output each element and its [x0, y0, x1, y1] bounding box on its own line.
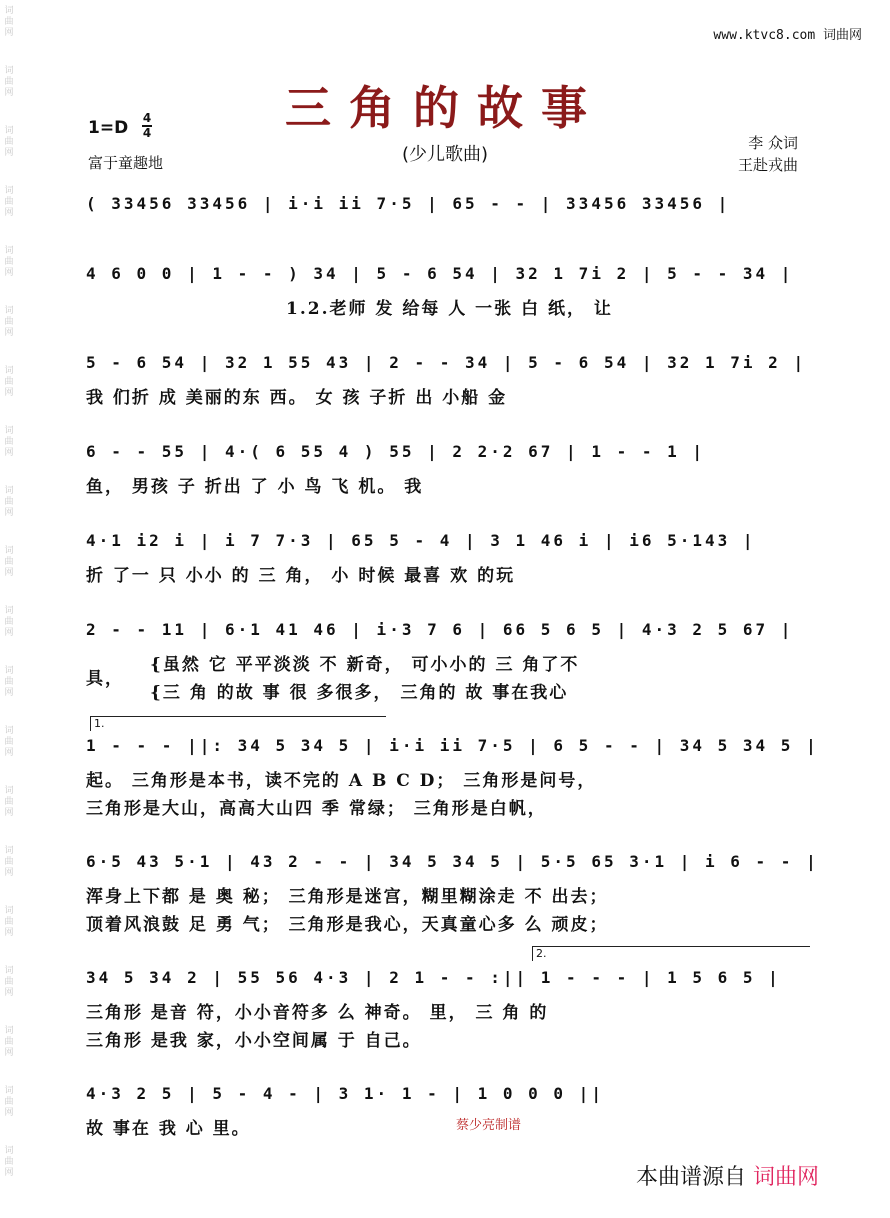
time-top: 4 [142, 111, 152, 125]
notation-row-3: 5 - 6 54 | 32 1 55 43 | 2 - - 34 | 5 - 6 54 | 32 1 7i 2 | [86, 353, 807, 372]
song-subtitle: (少儿歌曲) [401, 144, 489, 165]
site-url[interactable]: www.ktvc8.com 词曲网 [713, 28, 862, 43]
watermark-mark: 词 曲 网 [4, 66, 14, 98]
watermark-mark: 词 曲 网 [4, 786, 14, 818]
notation-row-2: 4 6 0 0 | 1 - - ) 34 | 5 - 6 54 | 32 1 7i 2 | 5 - - 34 | [86, 264, 794, 283]
composer-credit: 王赴戎曲 [737, 156, 798, 174]
watermark-mark: 词 曲 网 [4, 906, 14, 938]
watermark-mark: 词 曲 网 [4, 606, 14, 638]
song-title: 三角的故事 [285, 81, 605, 135]
lyricist-credit: 李 众词 [748, 134, 798, 152]
tempo-mood: 富于童趣地 [88, 154, 164, 172]
score-maker: 蔡少亮制谱 [456, 1118, 522, 1133]
watermark-mark: 词 曲 网 [4, 966, 14, 998]
lyrics-row-6a: {虽然 它 平平淡淡 不 新奇， 可小小的 三 角了不 [150, 655, 580, 675]
lyrics-row-7b: 三角形是大山，高高大山四 季 常绿； 三角形是白帆， [86, 799, 547, 819]
lyrics-row-9a: 三角形 是音 符，小小音符多 么 神奇。 里， 三 角 的 [86, 1003, 549, 1023]
watermark-mark: 词 曲 网 [4, 1086, 14, 1118]
watermark-mark: 词 曲 网 [4, 846, 14, 878]
notation-row-4: 6 - - 55 | 4·( 6 55 4 ) 55 | 2 2·2 67 | 1 - - 1 | [86, 442, 706, 461]
watermark-mark: 词 曲 网 [4, 366, 14, 398]
watermark-mark: 词 曲 网 [4, 186, 14, 218]
watermark-mark: 词 曲 网 [4, 666, 14, 698]
lyrics-row-5: 具， [86, 669, 124, 689]
notation-row-7: 1 - - - ||: 34 5 34 5 | i·i ii 7·5 | 6 5 - - | 34 5 34 5 | [86, 736, 819, 755]
notation-row-5: 4·1 i2 i | i 7 7·3 | 65 5 - 4 | 3 1 46 i | i6 5·143 | [86, 531, 756, 550]
watermark-mark: 词 曲 网 [4, 1146, 14, 1178]
lyrics-row-10: 故 事在 我 心 里。 [86, 1119, 251, 1139]
footer-source[interactable] [636, 1160, 819, 1191]
lyrics-row-4: 折 了一 只 小小 的 三 角， 小 时候 最喜 欢 的玩 [86, 566, 516, 586]
watermark-mark: 词 曲 网 [4, 6, 14, 38]
lyrics-row-9b: 三角形 是我 家，小小空间属 于 自己。 [86, 1031, 422, 1051]
notation-row-8: 6·5 43 5·1 | 43 2 - - | 34 5 34 5 | 5·5 65 3·1 | i 6 - - | [86, 852, 819, 871]
notation-row-1: ( 33456 33456 | i·i ii 7·5 | 65 - - | 33456 33456 | [86, 194, 731, 213]
footer-brand-link[interactable]: 词曲网 [753, 1165, 820, 1190]
lyrics-row-3: 鱼， 男孩 子 折出 了 小 鸟 飞 机。 我 [86, 477, 424, 497]
time-bottom: 4 [142, 126, 152, 140]
watermark-mark: 词 曲 网 [4, 246, 14, 278]
lyrics-row-8b: 顶着风浪鼓 足 勇 气； 三角形是我心，天真童心多 么 顽皮； [86, 915, 609, 935]
footer-text: 本曲谱源自 [636, 1165, 747, 1190]
watermark-mark: 词 曲 网 [4, 1026, 14, 1058]
watermark-mark: 词 曲 网 [4, 126, 14, 158]
notation-row-10: 4·3 2 5 | 5 - 4 - | 3 1· 1 - | 1 0 0 0 || [86, 1084, 604, 1103]
lyrics-row-6b: {三 角 的故 事 很 多很多， 三角的 故 事在我心 [150, 683, 569, 703]
notation-row-9: 34 5 34 2 | 55 56 4·3 | 2 1 - - :|| 1 - - - | 1 5 6 5 | [86, 968, 781, 987]
time-signature [142, 112, 152, 140]
notation-row-6: 2 - - 11 | 6·1 41 46 | i·3 7 6 | 66 5 6 5 | 4·3 2 5 67 | [86, 620, 794, 639]
volta-1-bracket: 1. [90, 716, 386, 731]
key-signature: 1=D [88, 118, 129, 138]
lyrics-row-8a: 浑身上下都 是 奥 秘； 三角形是迷宫，糊里糊涂走 不 出去； [86, 887, 609, 907]
lyrics-row-7a: 起。 三角形是本书，读不完的 A B C D； 三角形是问号， [86, 771, 597, 791]
watermark-mark: 词 曲 网 [4, 726, 14, 758]
watermark-mark: 词 曲 网 [4, 306, 14, 338]
lyrics-row-2: 我 们折 成 美丽的东 西。 女 孩 子折 出 小船 金 [86, 388, 508, 408]
watermark-mark: 词 曲 网 [4, 546, 14, 578]
watermark-mark: 词 曲 网 [4, 426, 14, 458]
watermark-mark: 词 曲 网 [4, 486, 14, 518]
volta-2-bracket: 2. [532, 946, 810, 961]
lyrics-row-1: 1.2.老师 发 给每 人 一张 白 纸， 让 [286, 299, 613, 319]
